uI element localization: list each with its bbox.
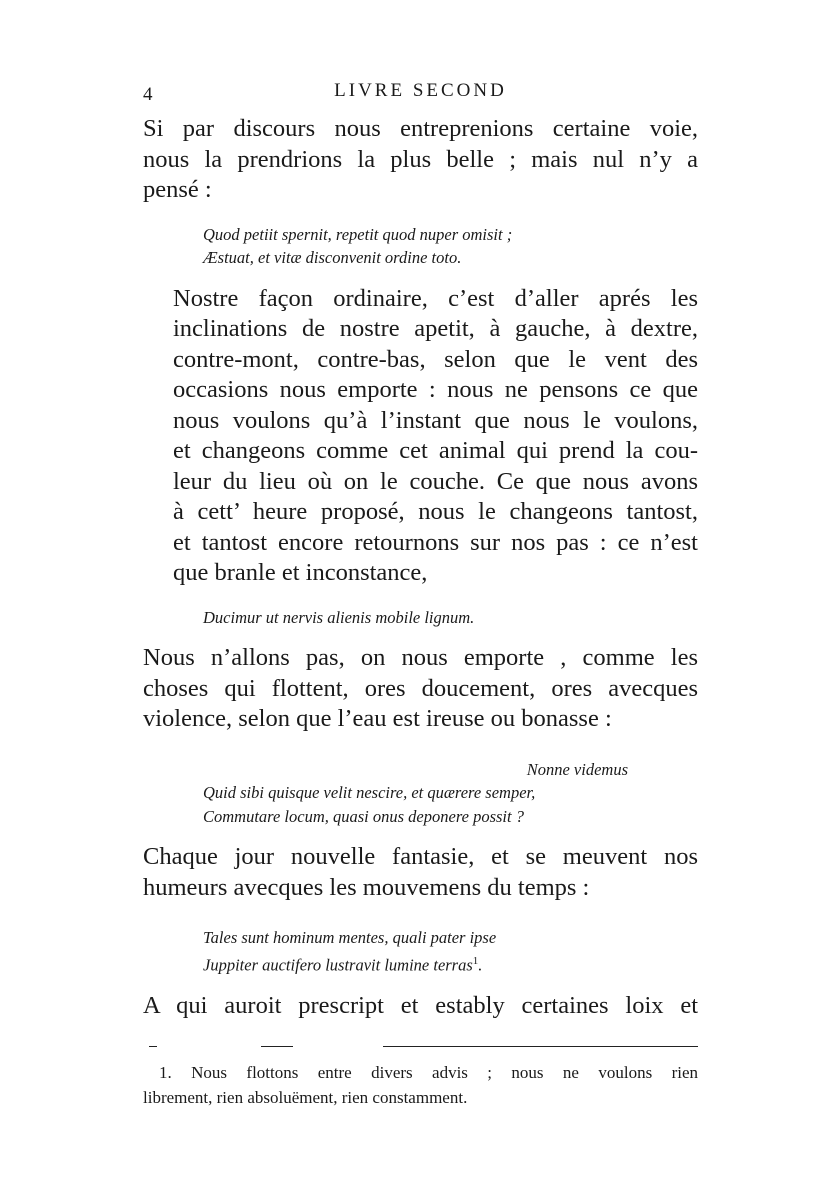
- text-line: nous voulons qu’à l’instant que nous le voulons,: [173, 406, 698, 434]
- page-number: 4: [143, 84, 153, 105]
- footnote: [143, 1060, 698, 1110]
- latin-quote-2: [203, 606, 698, 630]
- rule-segment: [383, 1046, 698, 1047]
- text-line: leur du lieu où on le couche. Ce que nous avons: [173, 467, 698, 495]
- page-body: [143, 78, 698, 1110]
- footnote-number: 1.: [159, 1063, 172, 1082]
- quote-line: Nonne videmus: [526, 759, 628, 779]
- text-line: humeurs avecques les mouvemens du temps :: [143, 873, 590, 901]
- footnote-text: Nous flottons entre divers advis ; nous ne voulons rien: [191, 1063, 698, 1082]
- quote-line: Juppiter auctifero lustravit lumine terras$^1$.: [203, 954, 483, 974]
- text-line: contre-mont, contre-bas, selon que le vent des: [173, 345, 698, 373]
- paragraph-3: [143, 643, 698, 735]
- quote-line-text: Juppiter auctifero lustravit lumine terras: [203, 955, 473, 974]
- text-line: à cett’ heure proposé, nous le changeons tantost,: [173, 498, 698, 525]
- latin-quote-4: [203, 926, 698, 977]
- quote-line: Ducimur ut nervis alienis mobile lignum.: [203, 607, 475, 627]
- text-line: et tantost encore retournons sur nos pas : ce n’est: [173, 528, 698, 556]
- text-line: inclinations de nostre apetit, à gauche, à dextre,: [173, 315, 698, 342]
- paragraph-4: [143, 842, 698, 903]
- paragraph-2: [143, 284, 698, 589]
- text-line: et changeons comme cet animal qui prend la cou-: [173, 437, 698, 464]
- rule-segment: [149, 1046, 157, 1047]
- rule-segment: [261, 1046, 293, 1047]
- text-line: Nous n’allons pas, on nous emporte , comme les: [143, 644, 698, 671]
- text-line: Nostre façon ordinaire, c’est d’aller aprés les: [173, 284, 698, 312]
- quote-line: Tales sunt hominum mentes, quali pater ipse: [203, 928, 497, 947]
- quote-line: Commutare locum, quasi onus deponere possit ?: [203, 806, 524, 826]
- text-line: que branle et inconstance,: [173, 559, 428, 586]
- latin-quote-1: [203, 223, 698, 270]
- quote-line: Æstuat, et vitæ disconvenit ordine toto.: [203, 248, 462, 267]
- running-title: LIVRE SECOND: [334, 80, 507, 101]
- text-line: Si par discours nous entreprenions certaine voie,: [143, 115, 698, 142]
- quote-line: Quid sibi quisque velit nescire, et quærere semper,: [203, 783, 536, 802]
- quote-line: Quod petiit spernit, repetit quod nuper omisit ;: [203, 224, 513, 244]
- paragraph-1: [143, 114, 698, 206]
- footnote-line: librement, rien absoluëment, rien constamment.: [143, 1088, 468, 1107]
- text-line: occasions nous emporte : nous ne pensons ce que: [173, 376, 698, 403]
- text-line: violence, selon que l’eau est ireuse ou bonasse :: [143, 705, 612, 732]
- paragraph-5: [143, 991, 698, 1022]
- footnote-rule: [143, 1046, 698, 1048]
- latin-quote-3: [203, 758, 698, 829]
- text-line: pensé :: [143, 176, 212, 203]
- text-line: Chaque jour nouvelle fantasie, et se meuvent nos: [143, 843, 698, 870]
- text-line: A qui auroit prescript et estably certaines loix et: [143, 991, 698, 1019]
- text-line: nous la prendrions la plus belle ; mais nul n’y a: [143, 145, 698, 173]
- footnote-marker: 1: [472, 954, 479, 967]
- text-line: choses qui flottent, ores doucement, ores avecques: [143, 674, 698, 702]
- footnote-line: [143, 1060, 698, 1085]
- page-header: [143, 78, 698, 114]
